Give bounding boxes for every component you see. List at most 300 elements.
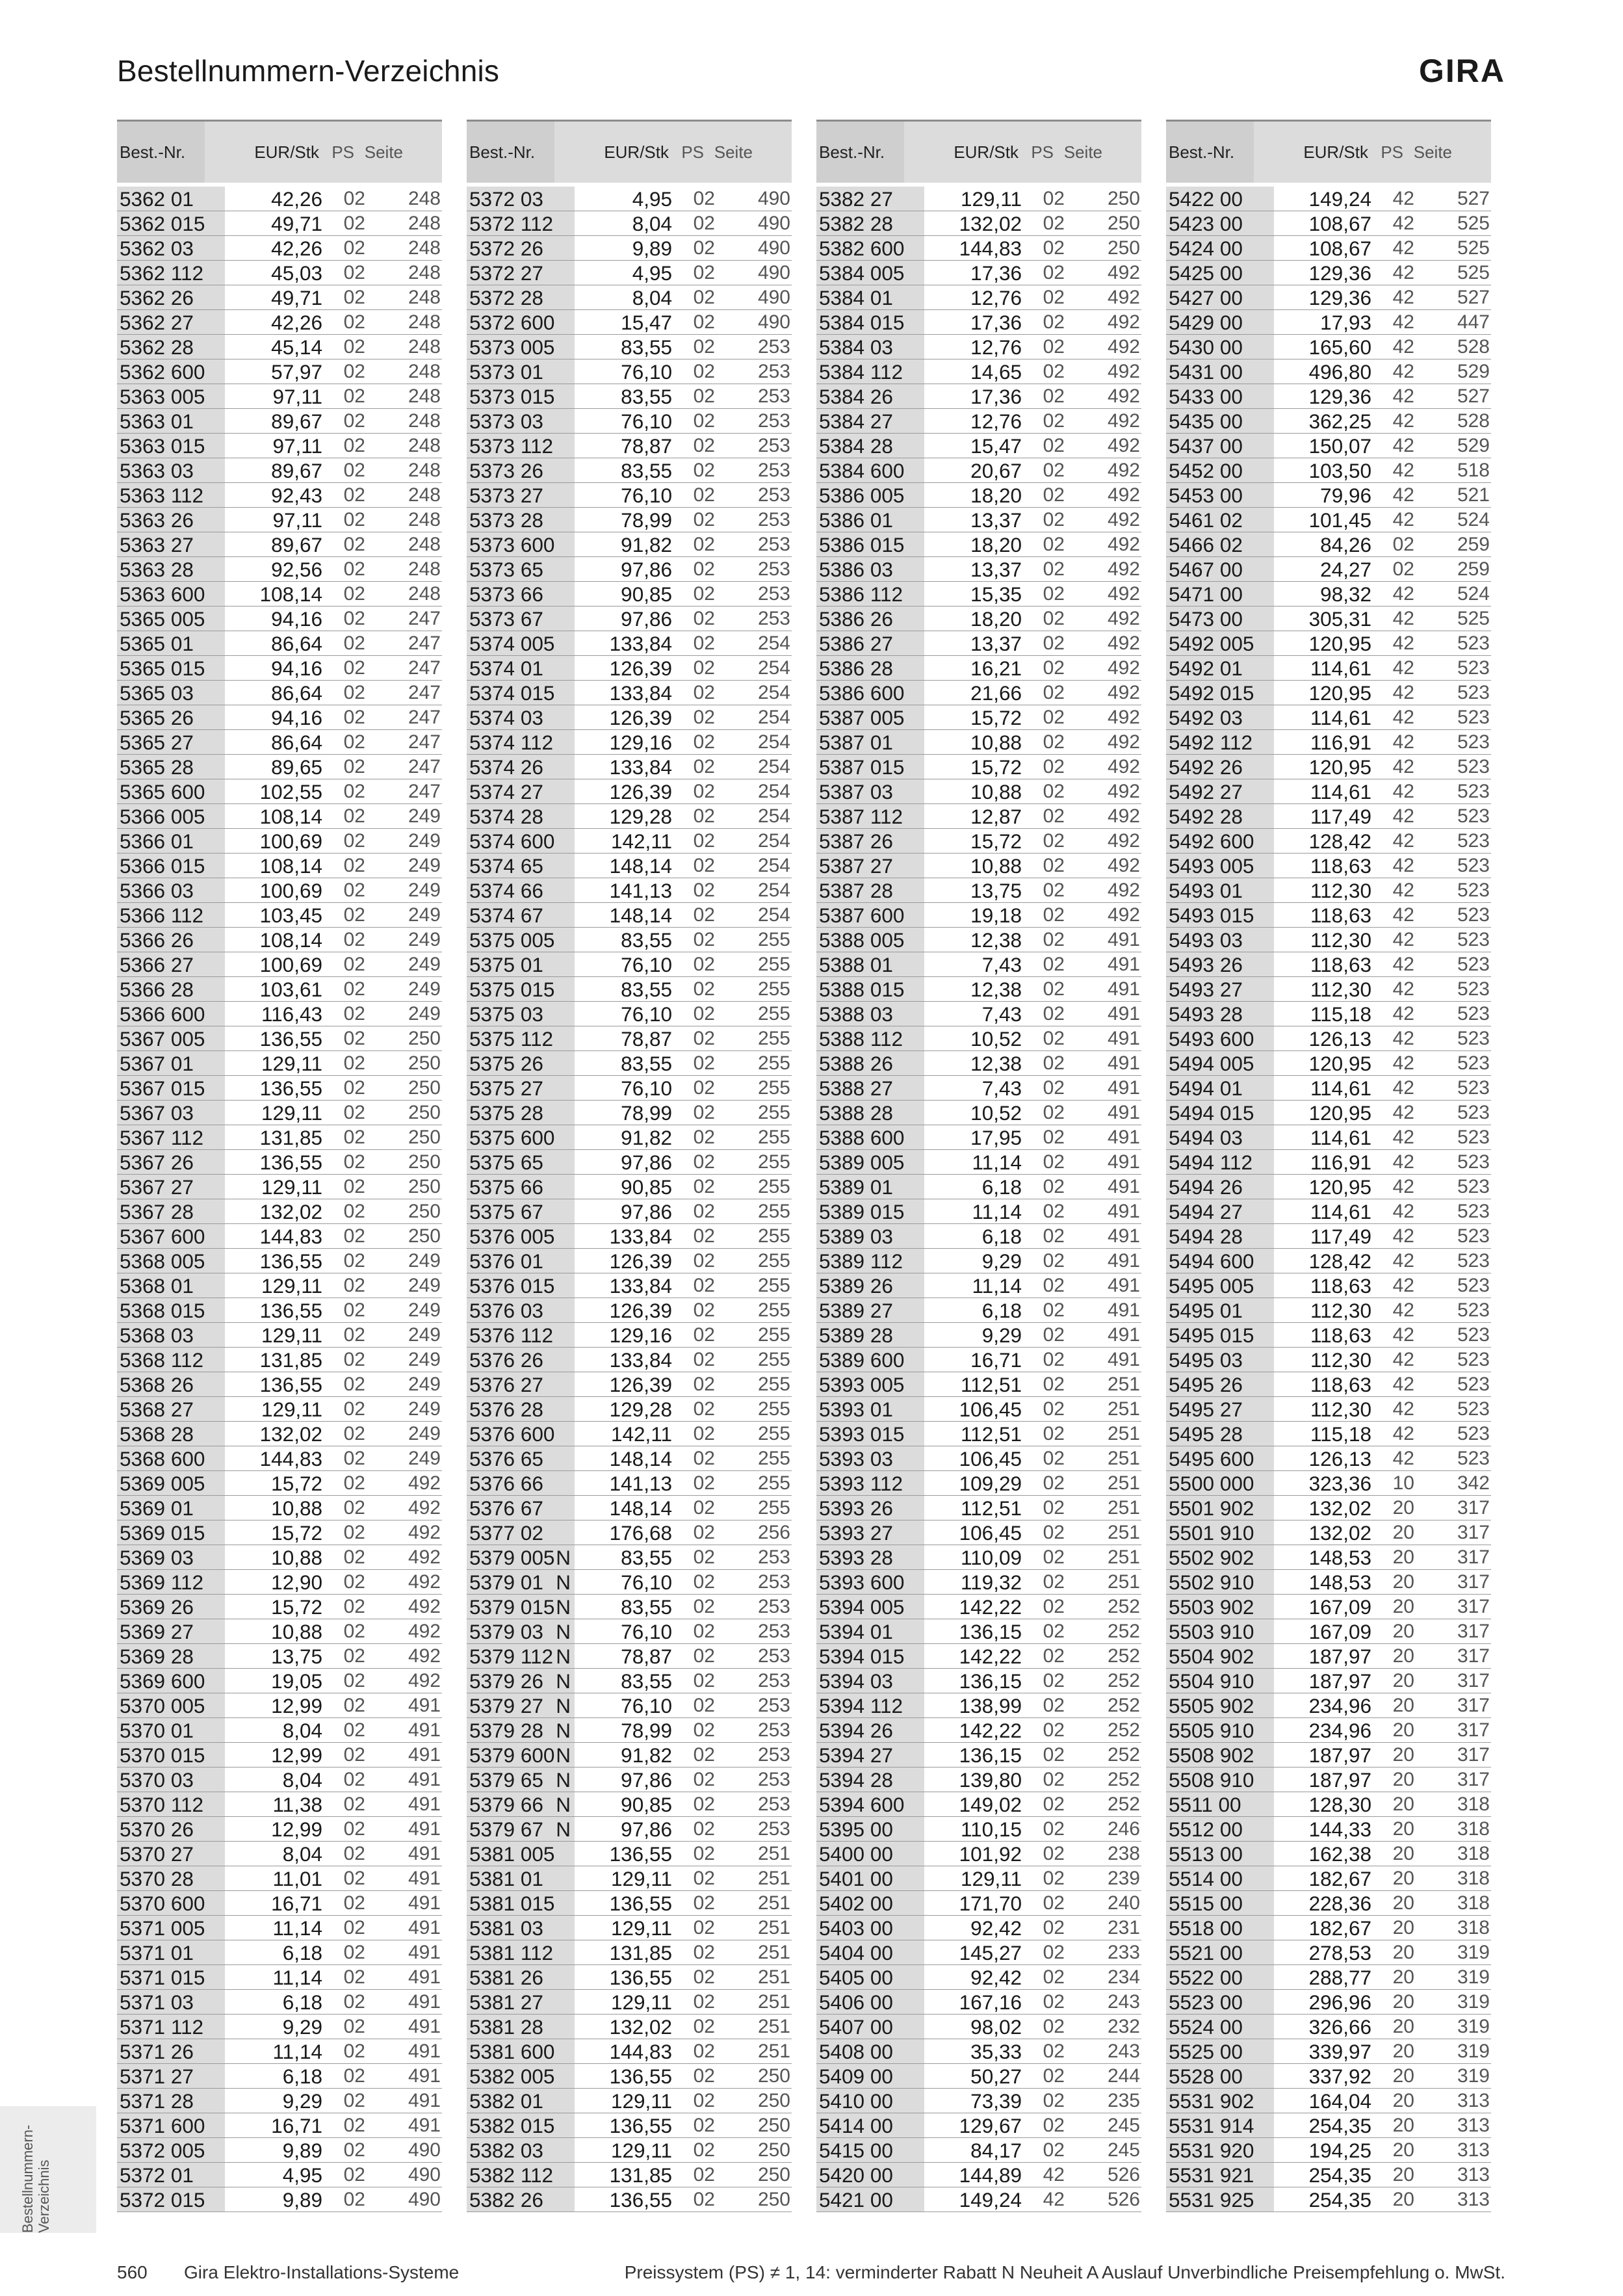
catalog-page: 490 <box>757 286 790 308</box>
order-number-text: 5379 112 <box>469 1645 554 1668</box>
price-system: 42 <box>1392 1348 1414 1370</box>
header-order-number: Best.-Nr. <box>816 122 904 183</box>
price-system: 42 <box>1392 657 1414 679</box>
price: 288,77 <box>1308 1965 1371 1989</box>
catalog-page: 250 <box>408 1076 441 1099</box>
price-system: 02 <box>343 879 365 901</box>
table-row <box>117 607 442 631</box>
order-number-text: 5365 28 <box>120 755 194 779</box>
table-row <box>1166 1348 1491 1372</box>
price: 131,85 <box>259 1348 322 1372</box>
order-number-text: 5366 26 <box>120 928 194 952</box>
table-row <box>117 310 442 335</box>
catalog-page: 250 <box>757 2188 790 2210</box>
order-number-text: 5495 28 <box>1169 1422 1243 1446</box>
order-number-text: 5373 112 <box>469 434 554 458</box>
price-system: 02 <box>343 1571 365 1593</box>
price-system: 02 <box>1043 335 1065 358</box>
order-number <box>467 1916 575 1940</box>
catalog-page: 254 <box>757 829 790 852</box>
order-number <box>816 1842 924 1866</box>
order-number-text: 5511 00 <box>1169 1793 1241 1816</box>
price-system: 02 <box>1043 2089 1065 2111</box>
price: 141,13 <box>609 878 672 902</box>
price: 254,35 <box>1308 2113 1371 2137</box>
catalog-page: 523 <box>1457 1175 1490 1197</box>
order-number <box>467 656 575 680</box>
order-number <box>1166 2163 1274 2187</box>
price-system: 02 <box>343 1867 365 1889</box>
order-number <box>467 2064 575 2088</box>
order-number-text: 5386 005 <box>819 484 905 507</box>
price-system: 02 <box>343 261 365 283</box>
catalog-page: 492 <box>1107 434 1140 456</box>
catalog-page: 232 <box>1107 2015 1140 2037</box>
price: 126,39 <box>609 705 672 729</box>
price-system: 02 <box>343 237 365 259</box>
order-number-text: 5504 902 <box>1169 1645 1254 1668</box>
catalog-page: 492 <box>1107 311 1140 333</box>
order-number <box>1166 656 1274 680</box>
order-number-text: 5388 28 <box>819 1101 893 1125</box>
price-system: 02 <box>693 854 715 876</box>
table-row <box>117 1224 442 1249</box>
order-number-text: 5495 015 <box>1169 1324 1254 1347</box>
price-system: 02 <box>693 1101 715 1123</box>
price: 142,11 <box>610 1422 672 1446</box>
header-page: Seite <box>1413 142 1452 162</box>
price: 112,51 <box>960 1372 1022 1396</box>
order-number-text: 5370 26 <box>120 1818 194 1841</box>
order-number-text: 5386 26 <box>819 607 893 631</box>
price: 45,03 <box>271 261 322 285</box>
table-row <box>816 1150 1141 1175</box>
table-row <box>1166 2187 1491 2212</box>
price: 7,43 <box>981 1002 1022 1026</box>
price: 114,61 <box>1310 1076 1371 1100</box>
table-row <box>467 211 792 236</box>
table-row <box>1166 2089 1491 2113</box>
order-number-text: 5388 600 <box>819 1126 905 1149</box>
order-number <box>467 1520 575 1545</box>
price: 89,67 <box>271 409 322 433</box>
price-system: 02 <box>1043 1447 1065 1469</box>
price-system: 42 <box>1392 706 1414 728</box>
price-system: 02 <box>693 1595 715 1617</box>
order-number-text: 5369 26 <box>120 1595 194 1619</box>
order-number-text: 5374 005 <box>469 632 555 655</box>
order-number <box>1166 2089 1274 2113</box>
table-row <box>467 1471 792 1496</box>
table-row <box>1166 532 1491 557</box>
order-number <box>467 1743 575 1767</box>
order-number-text: 5494 26 <box>1169 1175 1243 1199</box>
price-system: 02 <box>1043 1225 1065 1247</box>
price-system: 02 <box>343 1027 365 1049</box>
table-row <box>467 1446 792 1471</box>
price: 97,86 <box>621 1150 672 1174</box>
table-row <box>467 952 792 977</box>
table-row <box>467 2015 792 2039</box>
price: 15,72 <box>271 1595 322 1619</box>
price-system: 02 <box>693 1249 715 1272</box>
price: 142,22 <box>959 1595 1022 1619</box>
order-number <box>467 1125 575 1149</box>
order-number <box>1166 2039 1274 2063</box>
order-number-text: 5363 01 <box>120 410 194 433</box>
price: 112,30 <box>1310 1397 1371 1421</box>
order-number <box>1166 1842 1274 1866</box>
table-row <box>816 1026 1141 1051</box>
order-number <box>816 1026 924 1050</box>
order-number <box>117 656 225 680</box>
order-number-text: 5375 66 <box>469 1175 543 1199</box>
table-row <box>816 310 1141 335</box>
order-number-text: 5515 00 <box>1169 1892 1243 1915</box>
order-number-text: 5494 005 <box>1169 1052 1254 1075</box>
catalog-page: 526 <box>1107 2163 1140 2185</box>
catalog-page: 255 <box>757 1175 790 1197</box>
catalog-page: 491 <box>1107 1225 1140 1247</box>
order-number <box>1166 1595 1274 1619</box>
table-row <box>117 705 442 730</box>
price: 6,18 <box>282 2064 322 2088</box>
order-number-text: 5494 112 <box>1169 1151 1253 1174</box>
table-row <box>467 1002 792 1026</box>
price: 98,32 <box>1320 582 1371 606</box>
table-row <box>816 384 1141 409</box>
catalog-page: 525 <box>1457 212 1490 234</box>
price-system: 42 <box>1392 829 1414 852</box>
catalog-page: 249 <box>408 1348 441 1370</box>
catalog-page: 251 <box>1107 1571 1140 1593</box>
catalog-page: 523 <box>1457 1002 1490 1024</box>
catalog-page: 254 <box>757 805 790 827</box>
price-system: 02 <box>693 335 715 358</box>
catalog-page: 250 <box>408 1052 441 1074</box>
table-row <box>117 1990 442 2015</box>
order-number <box>816 285 924 309</box>
price: 129,11 <box>960 1866 1022 1890</box>
order-number <box>1166 1175 1274 1199</box>
order-number-text: 5387 600 <box>819 904 905 927</box>
catalog-page: 255 <box>757 1299 790 1321</box>
order-number-text: 5372 600 <box>469 311 555 334</box>
price-system: 02 <box>693 1175 715 1197</box>
order-number-text: 5365 005 <box>120 607 205 631</box>
table-row <box>816 952 1141 977</box>
price-system: 02 <box>343 1941 365 1963</box>
order-number <box>467 1990 575 2014</box>
table-row <box>816 1496 1141 1520</box>
order-number-text: 5366 28 <box>120 978 194 1001</box>
price: 129,11 <box>261 1101 322 1125</box>
price-system: 42 <box>1043 2188 1065 2210</box>
price-system: 02 <box>1043 1645 1065 1667</box>
price-system: 02 <box>343 1719 365 1741</box>
catalog-page: 253 <box>757 1694 790 1716</box>
table-row <box>117 1595 442 1619</box>
price: 323,36 <box>1308 1471 1371 1495</box>
table-row <box>816 1743 1141 1768</box>
order-number <box>1166 1644 1274 1668</box>
order-number <box>467 681 575 705</box>
price-system: 42 <box>1392 1002 1414 1024</box>
price: 90,85 <box>621 1175 672 1199</box>
catalog-page: 240 <box>1107 1892 1140 1914</box>
order-number-text: 5387 03 <box>819 780 893 803</box>
catalog-page: 317 <box>1457 1669 1490 1691</box>
price: 50,27 <box>970 2064 1022 2088</box>
table-row <box>1166 1026 1491 1051</box>
order-number-text: 5381 26 <box>469 1966 543 1989</box>
price: 83,55 <box>621 335 672 359</box>
price: 129,11 <box>261 1051 322 1075</box>
order-number <box>117 903 225 927</box>
price: 136,55 <box>259 1076 322 1100</box>
catalog-page: 253 <box>757 459 790 481</box>
order-number-text: 5372 27 <box>469 261 543 285</box>
price-system: 02 <box>693 1348 715 1370</box>
order-number <box>1166 1570 1274 1594</box>
catalog-page: 490 <box>408 2139 441 2161</box>
price-system: 02 <box>693 829 715 852</box>
price-system: 02 <box>693 1002 715 1024</box>
price: 78,99 <box>621 1718 672 1742</box>
catalog-page: 523 <box>1457 879 1490 901</box>
price: 4,95 <box>282 2163 322 2187</box>
order-number-text: 5494 015 <box>1169 1101 1254 1125</box>
table-row <box>816 681 1141 705</box>
catalog-page: 251 <box>1107 1546 1140 1568</box>
catalog-page: 492 <box>1107 780 1140 802</box>
price-system: 02 <box>1043 904 1065 926</box>
order-number-text: 5388 01 <box>819 953 893 976</box>
catalog-page: 255 <box>757 1348 790 1370</box>
table-row <box>117 755 442 779</box>
table-row <box>117 1891 442 1916</box>
table-row <box>816 285 1141 310</box>
order-number-text: 5415 00 <box>819 2139 893 2162</box>
price: 176,68 <box>609 1520 672 1545</box>
catalog-page: 255 <box>757 953 790 975</box>
table-row <box>1166 607 1491 631</box>
price-system: 02 <box>693 1472 715 1494</box>
price-system: 02 <box>693 508 715 530</box>
catalog-page: 247 <box>408 681 441 703</box>
price: 10,88 <box>970 779 1022 803</box>
price-system: 02 <box>343 459 365 481</box>
table-row <box>1166 1817 1491 1842</box>
order-number-text: 5362 03 <box>120 237 194 260</box>
price-system: 20 <box>1392 1892 1414 1914</box>
order-number-text: 5452 00 <box>1169 459 1243 482</box>
catalog-page: 491 <box>408 1892 441 1914</box>
order-number <box>467 359 575 384</box>
price: 8,04 <box>282 1768 322 1792</box>
price-system: 02 <box>693 607 715 629</box>
price: 129,11 <box>610 1866 672 1890</box>
order-number <box>1166 631 1274 655</box>
table-row <box>816 1817 1141 1842</box>
price-system: 02 <box>693 2040 715 2062</box>
order-number-text: 5376 015 <box>469 1274 555 1298</box>
order-number <box>816 1669 924 1693</box>
price: 11,14 <box>972 1273 1022 1298</box>
order-number <box>117 1002 225 1026</box>
order-number-text: 5389 26 <box>819 1274 893 1298</box>
table-row <box>117 458 442 483</box>
catalog-page: 253 <box>757 360 790 382</box>
order-number-text: 5394 015 <box>819 1645 905 1668</box>
order-number <box>816 1397 924 1421</box>
price: 148,14 <box>609 854 672 878</box>
catalog-page: 491 <box>408 1743 441 1766</box>
catalog-page: 491 <box>408 1867 441 1889</box>
catalog-page: 253 <box>757 1768 790 1790</box>
order-number <box>1166 1298 1274 1322</box>
price-system: 20 <box>1392 1620 1414 1642</box>
price: 254,35 <box>1308 2163 1371 2187</box>
catalog-page: 317 <box>1457 1719 1490 1741</box>
table-row <box>117 1866 442 1891</box>
catalog-page: 245 <box>1107 2114 1140 2136</box>
order-number-text: 5363 28 <box>120 558 194 581</box>
price-system: 02 <box>1043 755 1065 777</box>
order-number-text: 5362 28 <box>120 335 194 359</box>
table-row <box>1166 755 1491 779</box>
table-row <box>1166 977 1491 1002</box>
table-row <box>117 1125 442 1150</box>
price-system: 02 <box>693 1620 715 1642</box>
price: 15,47 <box>621 310 672 334</box>
table-row <box>467 1323 792 1348</box>
price-system: 42 <box>1392 212 1414 234</box>
price: 129,36 <box>1308 285 1371 309</box>
table-row <box>117 1817 442 1842</box>
catalog-page: 252 <box>1107 1768 1140 1790</box>
order-number-text: 5373 26 <box>469 459 543 482</box>
order-number <box>1166 1743 1274 1767</box>
order-number-text: 5387 28 <box>819 879 893 902</box>
price-system: 02 <box>343 533 365 555</box>
price: 97,86 <box>621 557 672 581</box>
price-system: 20 <box>1392 2188 1414 2210</box>
table-row <box>117 829 442 854</box>
price: 144,83 <box>609 2039 672 2063</box>
catalog-page: 252 <box>1107 1620 1140 1642</box>
catalog-page: 317 <box>1457 1571 1490 1593</box>
order-number <box>1166 1866 1274 1890</box>
price: 15,72 <box>271 1520 322 1545</box>
price: 92,42 <box>970 1965 1022 1989</box>
catalog-page: 249 <box>408 1249 441 1272</box>
order-number <box>1166 1273 1274 1298</box>
table-row <box>117 2163 442 2187</box>
table-row <box>467 730 792 755</box>
order-number-text: 5493 26 <box>1169 953 1243 976</box>
order-number-text: 5409 00 <box>819 2065 893 2088</box>
price-system: 02 <box>1043 1101 1065 1123</box>
order-number <box>816 1298 924 1322</box>
price: 12,38 <box>970 1051 1022 1075</box>
order-number-text: 5405 00 <box>819 1966 893 1989</box>
catalog-page: 492 <box>408 1521 441 1543</box>
order-number <box>816 1940 924 1964</box>
price: 114,61 <box>1310 1199 1371 1223</box>
catalog-page: 248 <box>408 237 441 259</box>
table-row <box>816 1422 1141 1446</box>
order-number-text: 5371 015 <box>120 1966 205 1989</box>
catalog-page: 524 <box>1457 508 1490 530</box>
catalog-page: 247 <box>408 607 441 629</box>
order-number-text: 5376 01 <box>469 1249 543 1273</box>
price: 114,61 <box>1310 705 1371 729</box>
order-number <box>1166 236 1274 260</box>
price-system: 02 <box>343 1669 365 1691</box>
order-number <box>117 359 225 384</box>
new-flag: N <box>556 1645 571 1668</box>
price-system: 02 <box>1043 1126 1065 1148</box>
price: 296,96 <box>1308 1990 1371 2014</box>
price-system: 02 <box>1043 1422 1065 1444</box>
catalog-page: 249 <box>408 904 441 926</box>
order-number-text: 5373 28 <box>469 508 543 532</box>
catalog-page: 318 <box>1457 1916 1490 1938</box>
price: 9,89 <box>282 2138 322 2162</box>
table-row <box>117 952 442 977</box>
table-row <box>467 928 792 952</box>
table-row <box>816 878 1141 903</box>
table-row <box>1166 705 1491 730</box>
order-number-text: 5524 00 <box>1169 2015 1243 2039</box>
catalog-page: 317 <box>1457 1595 1490 1617</box>
price: 10,52 <box>970 1101 1022 1125</box>
order-number <box>467 1768 575 1792</box>
price-system: 02 <box>693 2188 715 2210</box>
table-row <box>1166 285 1491 310</box>
price: 91,82 <box>621 1743 672 1767</box>
order-number-text: 5422 00 <box>1169 187 1243 211</box>
price-system: 02 <box>693 1052 715 1074</box>
order-number-text: 5386 03 <box>819 558 893 581</box>
catalog-page: 491 <box>408 2065 441 2087</box>
price-system: 02 <box>343 360 365 382</box>
catalog-page: 492 <box>408 1472 441 1494</box>
price: 234,96 <box>1308 1693 1371 1717</box>
catalog-page: 319 <box>1457 1941 1490 1963</box>
order-number-text: 5379 66 <box>469 1793 543 1816</box>
order-number-text: 5384 112 <box>819 360 903 384</box>
price-system: 02 <box>693 1793 715 1815</box>
order-number-text: 5389 015 <box>819 1200 905 1223</box>
order-number-text: 5362 015 <box>120 212 205 235</box>
price-system: 02 <box>693 187 715 209</box>
order-number-text: 5384 015 <box>819 311 905 334</box>
price-system: 02 <box>1392 533 1414 555</box>
table-row <box>816 261 1141 285</box>
price: 136,55 <box>259 1026 322 1050</box>
order-number <box>117 755 225 779</box>
price-system: 02 <box>343 1274 365 1296</box>
order-number <box>467 1644 575 1668</box>
catalog-page: 523 <box>1457 1076 1490 1099</box>
table-row <box>117 1348 442 1372</box>
table-row <box>467 483 792 508</box>
price: 136,55 <box>259 1249 322 1273</box>
order-number <box>117 681 225 705</box>
price-system: 20 <box>1392 1595 1414 1617</box>
